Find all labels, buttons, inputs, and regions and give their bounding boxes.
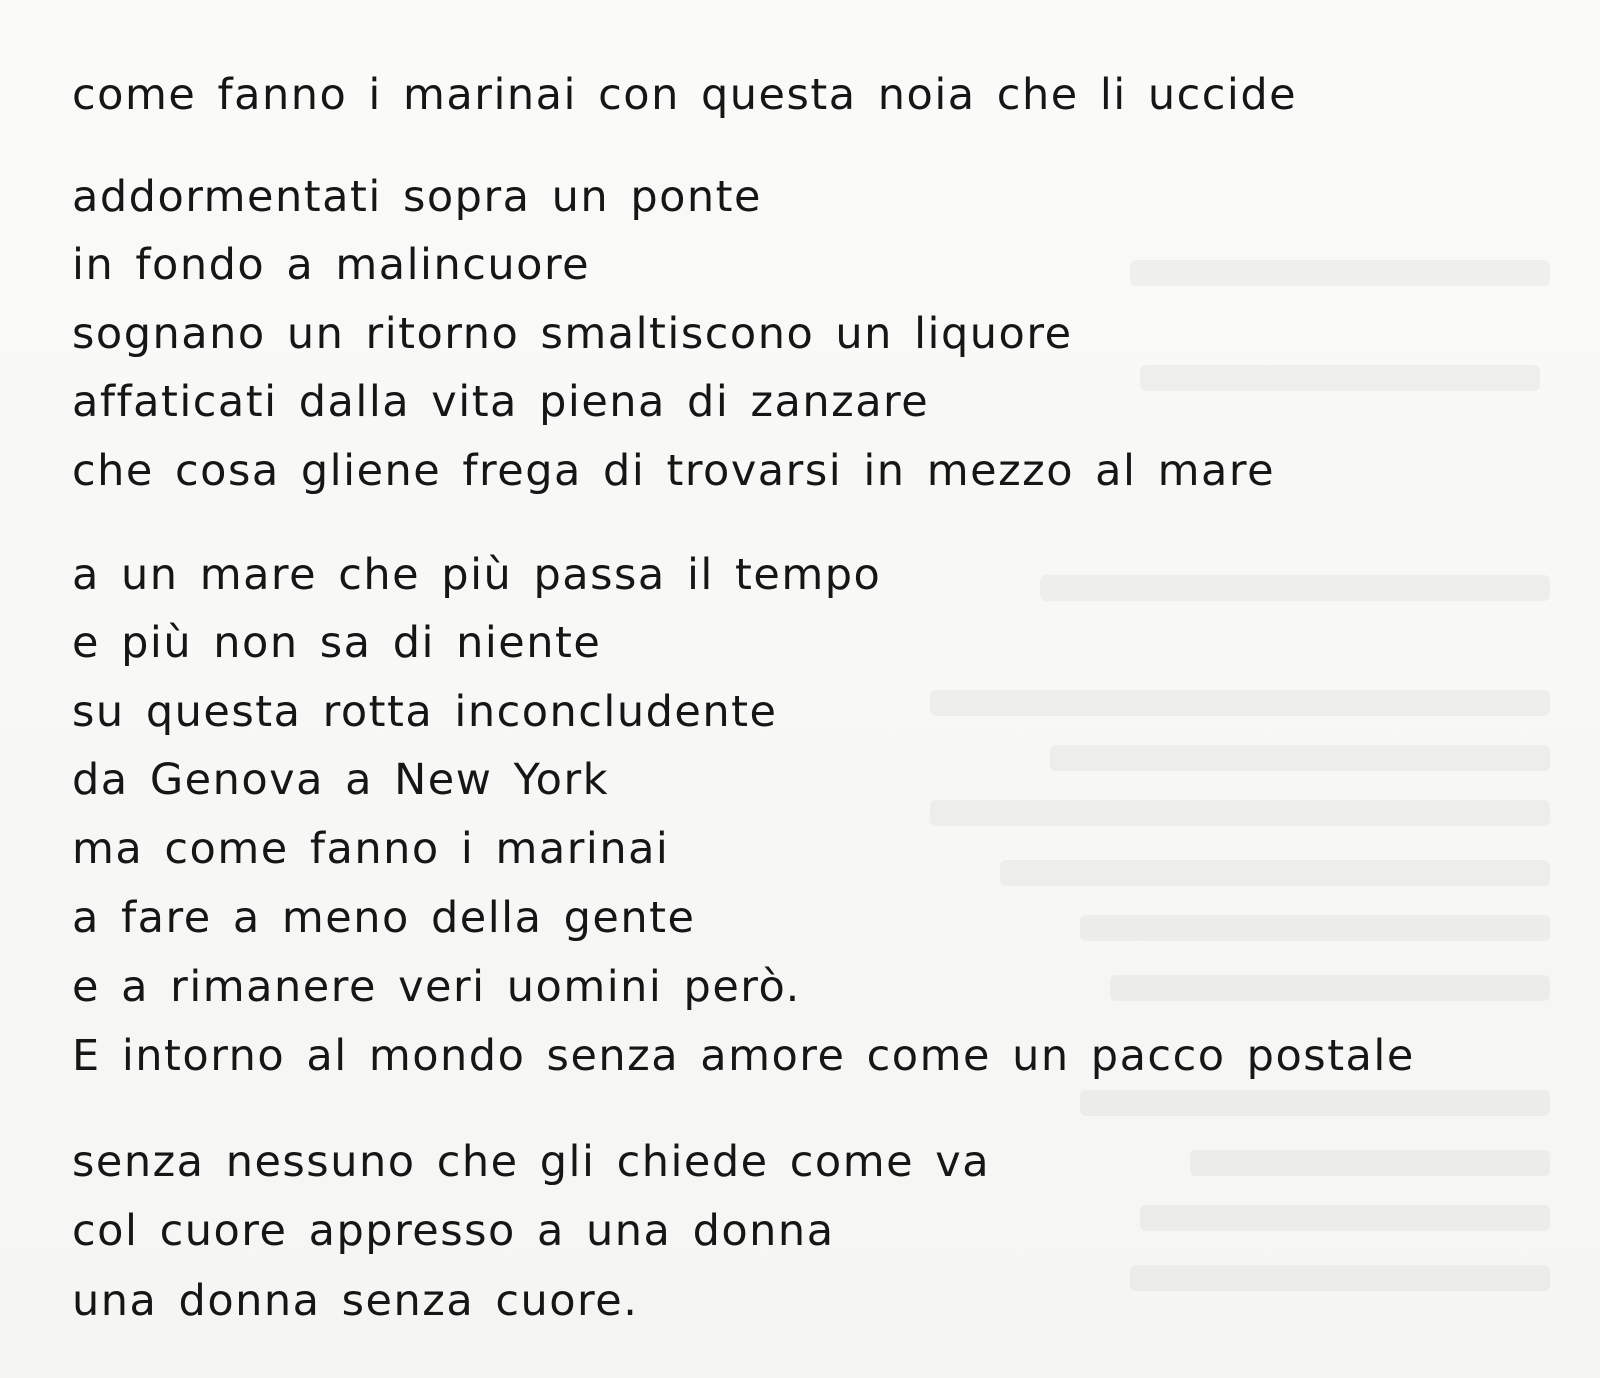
- lyric-line: addormentati sopra un ponte: [72, 172, 762, 222]
- lyric-line: E intorno al mondo senza amore come un pacco postale: [72, 1031, 1415, 1081]
- lyric-line: come fanno i marinai con questa noia che li uccide: [72, 70, 1298, 120]
- lyric-line: da Genova a New York: [72, 755, 610, 805]
- lyric-line: sognano un ritorno smaltiscono un liquore: [72, 309, 1073, 359]
- lyric-line: affaticati dalla vita piena di zanzare: [72, 377, 930, 427]
- lyric-line: col cuore appresso a una donna: [72, 1206, 835, 1256]
- lyrics-text: [72, 0, 1572, 1378]
- lyric-line: su questa rotta inconcludente: [72, 687, 778, 737]
- lyric-line: che cosa gliene frega di trovarsi in mezzo al mare: [72, 446, 1276, 496]
- lyric-line: a fare a meno della gente: [72, 893, 696, 943]
- lyric-line: e più non sa di niente: [72, 618, 602, 668]
- lyric-line: una donna senza cuore.: [72, 1276, 639, 1326]
- lyric-line: ma come fanno i marinai: [72, 824, 670, 874]
- lyric-line: a un mare che più passa il tempo: [72, 550, 882, 600]
- lyric-line: in fondo a malincuore: [72, 240, 591, 290]
- lyric-line: senza nessuno che gli chiede come va: [72, 1137, 991, 1187]
- lyric-line: e a rimanere veri uomini però.: [72, 962, 801, 1012]
